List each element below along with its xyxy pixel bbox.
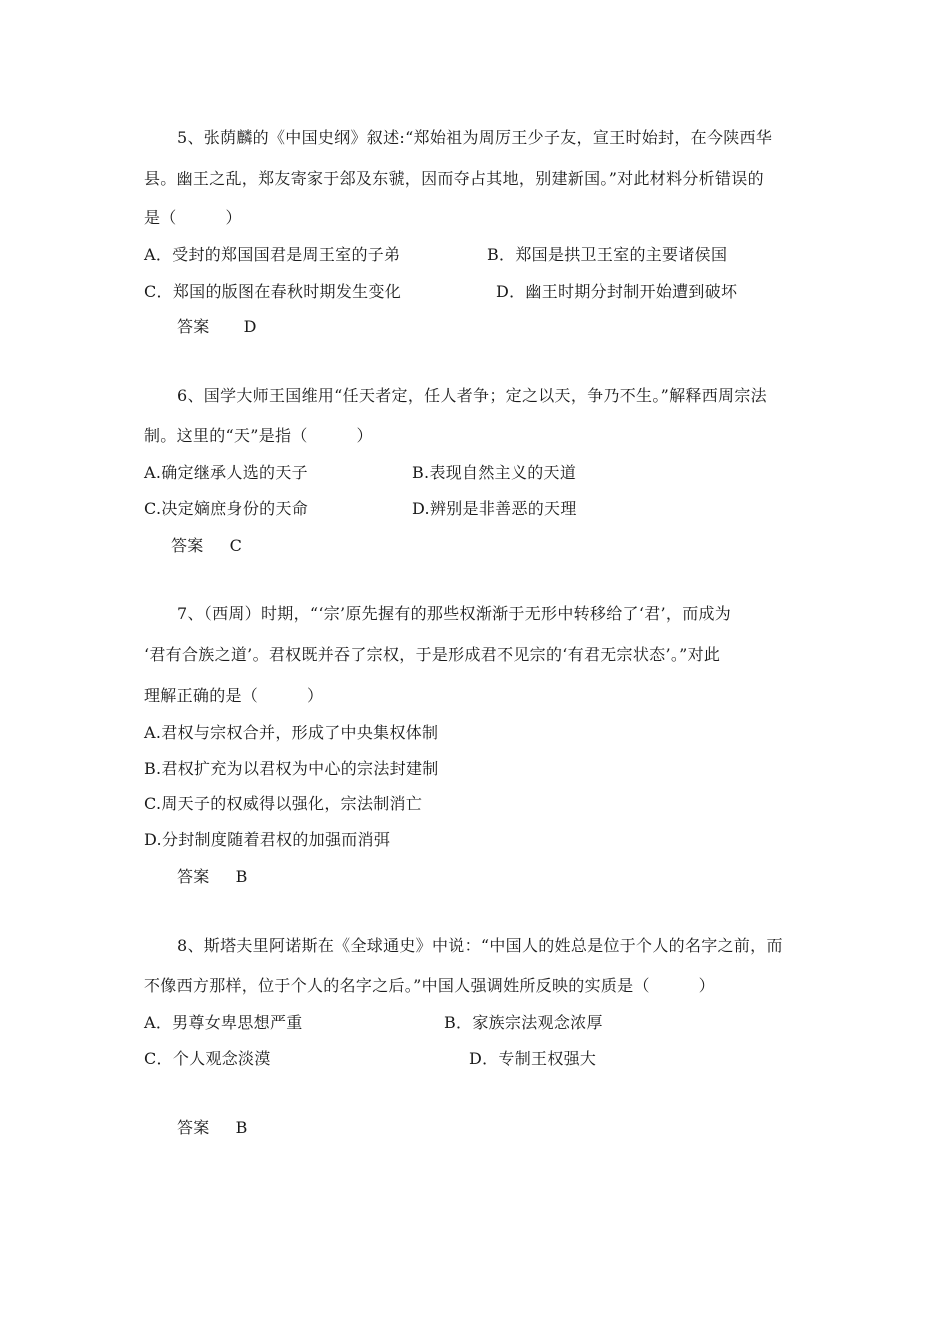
question-8-answer xyxy=(177,1118,248,1138)
question-7-stem-line-3: 理解正确的是（ ） xyxy=(144,686,324,705)
question-6-option-c: C.决定嫡庶身份的天命 xyxy=(144,499,309,518)
question-7-stem-line-2: ‘君有合族之道’。君权既并吞了宗权，于是形成君不见宗的‘有君无宗状态’。”对此 xyxy=(144,645,721,664)
question-8-stem-line-2: 不像西方那样，位于个人的名字之后。”中国人强调姓所反映的实质是（ ） xyxy=(144,976,715,995)
question-7-option-a: A.君权与宗权合并，形成了中央集权体制 xyxy=(144,723,439,742)
question-5-option-a: A．受封的郑国国君是周王室的子弟 xyxy=(144,245,401,264)
answer-value: D xyxy=(243,317,257,336)
answer-label: 答案 xyxy=(177,317,210,336)
question-6-stem-line-2: 制。这里的“天”是指（ ） xyxy=(144,426,373,445)
question-8-option-d: D．专制王权强大 xyxy=(469,1049,597,1068)
answer-label: 答案 xyxy=(177,867,210,886)
question-5-option-c: C．郑国的版图在春秋时期发生变化 xyxy=(144,282,402,301)
question-7-stem-line-1: 7、（西周）时期，“‘宗’原先握有的那些权渐渐于无形中转移给了‘君’，而成为 xyxy=(177,604,732,623)
question-5-answer xyxy=(177,317,257,337)
answer-value: B xyxy=(235,1118,248,1137)
answer-value: C xyxy=(229,536,243,555)
question-8-option-b: B．家族宗法观念浓厚 xyxy=(444,1013,603,1032)
question-7-option-d: D.分封制度随着君权的加强而消弭 xyxy=(144,830,391,849)
question-5-option-d: D．幽王时期分封制开始遭到破坏 xyxy=(496,282,738,301)
question-7-option-c: C.周天子的权威得以强化，宗法制消亡 xyxy=(144,794,423,813)
question-6-option-b: B.表现自然主义的天道 xyxy=(412,463,577,482)
question-8-stem-line-1: 8、斯塔夫里阿诺斯在《全球通史》中说：“中国人的姓总是位于个人的名字之前，而 xyxy=(177,936,783,955)
question-5-stem-line-3: 是（ ） xyxy=(144,208,242,227)
answer-label: 答案 xyxy=(177,1118,210,1137)
question-8-option-a: A．男尊女卑思想严重 xyxy=(144,1013,303,1032)
question-5-option-b: B．郑国是拱卫王室的主要诸侯国 xyxy=(487,245,728,264)
question-6-option-a: A.确定继承人选的天子 xyxy=(144,463,308,482)
answer-label: 答案 xyxy=(171,536,204,555)
question-6-option-d: D.辨别是非善恶的天理 xyxy=(412,499,577,518)
question-8-option-c: C．个人观念淡漠 xyxy=(144,1049,271,1068)
question-6-stem-line-1: 6、国学大师王国维用“任天者定，任人者争；定之以天，争乃不生。”解释西周宗法 xyxy=(177,386,767,405)
question-5-stem-line-2: 县。幽王之乱，郑友寄家于郐及东虢，因而夺占其地，别建新国。”对此材料分析错误的 xyxy=(144,169,764,188)
question-7-option-b: B.君权扩充为以君权为中心的宗法封建制 xyxy=(144,759,439,778)
question-5-stem-line-1: 5、张荫麟的《中国史纲》叙述:“郑始祖为周厉王少子友，宣王时始封，在今陕西华 xyxy=(177,128,773,147)
question-6-answer xyxy=(171,536,242,556)
answer-value: B xyxy=(235,867,248,886)
question-7-answer xyxy=(177,867,248,887)
